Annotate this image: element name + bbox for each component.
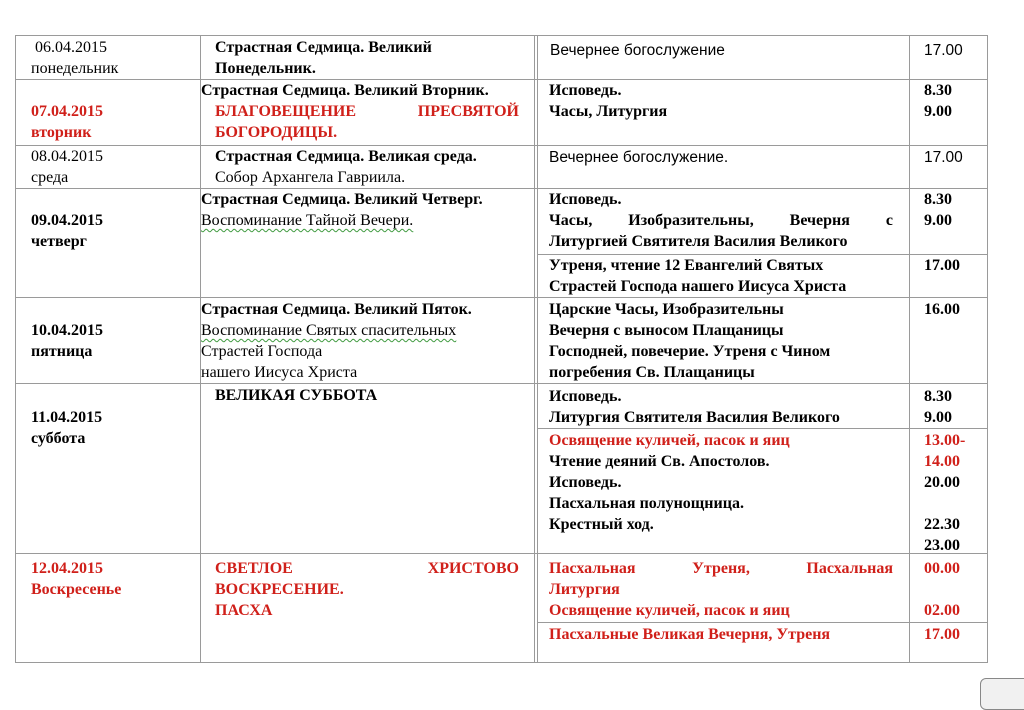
- row-title: Страстная Седмица. Великий Четверг.: [201, 191, 483, 208]
- service-line: погребения Св. Плащаницы: [549, 364, 755, 381]
- row-feast: БОГОРОДИЦЫ.: [215, 124, 338, 141]
- service-time: 17.00: [924, 42, 963, 59]
- service-line: Господней, повечерие. Утреня с Чином: [549, 343, 831, 360]
- row-weekday: суббота: [31, 430, 86, 447]
- service-line: Литургия: [549, 581, 620, 598]
- service-line: Пасхальная полунощница.: [549, 495, 744, 512]
- service-line: Часы, Литургия: [549, 103, 668, 120]
- row-title: ВОСКРЕСЕНИЕ.: [215, 581, 344, 598]
- row-date: 11.04.2015: [31, 409, 103, 426]
- row-date: 09.04.2015: [31, 212, 103, 229]
- row-weekday: пятница: [31, 343, 93, 360]
- service-line-word: Изобразительны,: [628, 212, 754, 229]
- row-weekday: вторник: [31, 124, 92, 141]
- service-line: Пасхальные Великая Вечерня, Утреня: [549, 626, 831, 643]
- row-note: нашего Иисуса Христа: [201, 364, 358, 381]
- service-line-word: Пасхальная: [806, 560, 893, 577]
- row-title-justified: [215, 558, 519, 579]
- row-date: 07.04.2015: [31, 103, 103, 120]
- service-line: Литургия Святителя Василия Великого: [549, 409, 840, 426]
- service-time: 16.00: [924, 301, 960, 318]
- service-time: 9.00: [924, 103, 952, 120]
- service-line: Вечернее богослужение: [550, 42, 725, 59]
- row-title: Страстная Седмица. Великий Вторник.: [201, 82, 489, 99]
- service-line: Царские Часы, Изобразительны: [549, 301, 784, 318]
- feast-word-word: ПРЕСВЯТОЙ: [417, 103, 519, 120]
- service-line: Исповедь.: [549, 82, 622, 99]
- service-line-word: с: [885, 212, 893, 229]
- service-line: Крестный ход.: [549, 516, 654, 533]
- row-note: Воспоминание Тайной Вечери.: [201, 212, 414, 229]
- service-line: Освящение куличей, пасок и яиц: [549, 602, 790, 619]
- row-title: ВЕЛИКАЯ СУББОТА: [215, 387, 378, 404]
- service-time: 17.00: [924, 626, 960, 643]
- service-line: Литургией Святителя Василия Великого: [549, 233, 848, 250]
- service-time: 13.00-: [924, 432, 966, 449]
- row-date: 08.04.2015: [31, 148, 103, 165]
- service-time: 8.30: [924, 191, 952, 208]
- service-time: 17.00: [924, 257, 960, 274]
- row-weekday: понедельник: [31, 60, 119, 77]
- row-note: Страстей Господа: [201, 343, 323, 360]
- feast-word: БЛАГОВЕЩЕНИЕ: [215, 103, 357, 120]
- row-weekday: Воскресенье: [31, 581, 122, 598]
- window-corner-button[interactable]: [980, 678, 1024, 710]
- service-line: Утреня, чтение 12 Евангелий Святых: [549, 257, 824, 274]
- service-line: Исповедь.: [549, 191, 622, 208]
- service-line: Чтение деяний Св. Апостолов.: [549, 453, 770, 470]
- service-time: 9.00: [924, 212, 952, 229]
- row-note: Воспоминание Святых спасительных: [201, 322, 457, 339]
- service-line-word: Утреня,: [692, 560, 750, 577]
- service-line-word: Вечерня: [789, 212, 850, 229]
- service-time: 02.00: [924, 602, 960, 619]
- service-line-justified: [549, 558, 893, 579]
- row-date: 12.04.2015: [31, 560, 103, 577]
- service-time: 8.30: [924, 388, 952, 405]
- service-line-justified: [549, 210, 893, 231]
- title-word: СВЕТЛОЕ: [215, 560, 293, 577]
- service-time: 14.00: [924, 453, 960, 470]
- service-time: 17.00: [924, 149, 963, 166]
- row-date: 06.04.2015: [35, 39, 107, 56]
- service-time: 8.30: [924, 82, 952, 99]
- service-line: Часы,: [549, 212, 593, 229]
- row-title: Страстная Седмица. Великий Пяток.: [201, 301, 472, 318]
- row-weekday: среда: [31, 169, 69, 186]
- service-line: Вечернее богослужение.: [549, 149, 729, 166]
- service-time: 9.00: [924, 409, 952, 426]
- row-title: Страстная Седмица. Великий: [215, 39, 432, 56]
- row-title: Страстная Седмица. Великая среда.: [215, 148, 477, 165]
- service-line: Исповедь.: [549, 388, 622, 405]
- row-weekday: четверг: [31, 233, 87, 250]
- service-time: 23.00: [924, 537, 960, 554]
- service-line: Вечерня с выносом Плащаницы: [549, 322, 784, 339]
- service-time: 20.00: [924, 474, 960, 491]
- row-date: 10.04.2015: [31, 322, 103, 339]
- row-title: Понедельник.: [215, 60, 316, 77]
- row-note: Собор Архангела Гавриила.: [215, 169, 406, 186]
- row-feast: [215, 101, 519, 122]
- service-line: Страстей Господа нашего Иисуса Христа: [549, 278, 847, 295]
- title-word-word: ХРИСТОВО: [427, 560, 519, 577]
- service-line: Пасхальная: [549, 560, 636, 577]
- service-line: Освящение куличей, пасок и яиц: [549, 432, 790, 449]
- service-time: 00.00: [924, 560, 960, 577]
- service-time: 22.30: [924, 516, 960, 533]
- row-title: ПАСХА: [215, 602, 273, 619]
- service-line: Исповедь.: [549, 474, 622, 491]
